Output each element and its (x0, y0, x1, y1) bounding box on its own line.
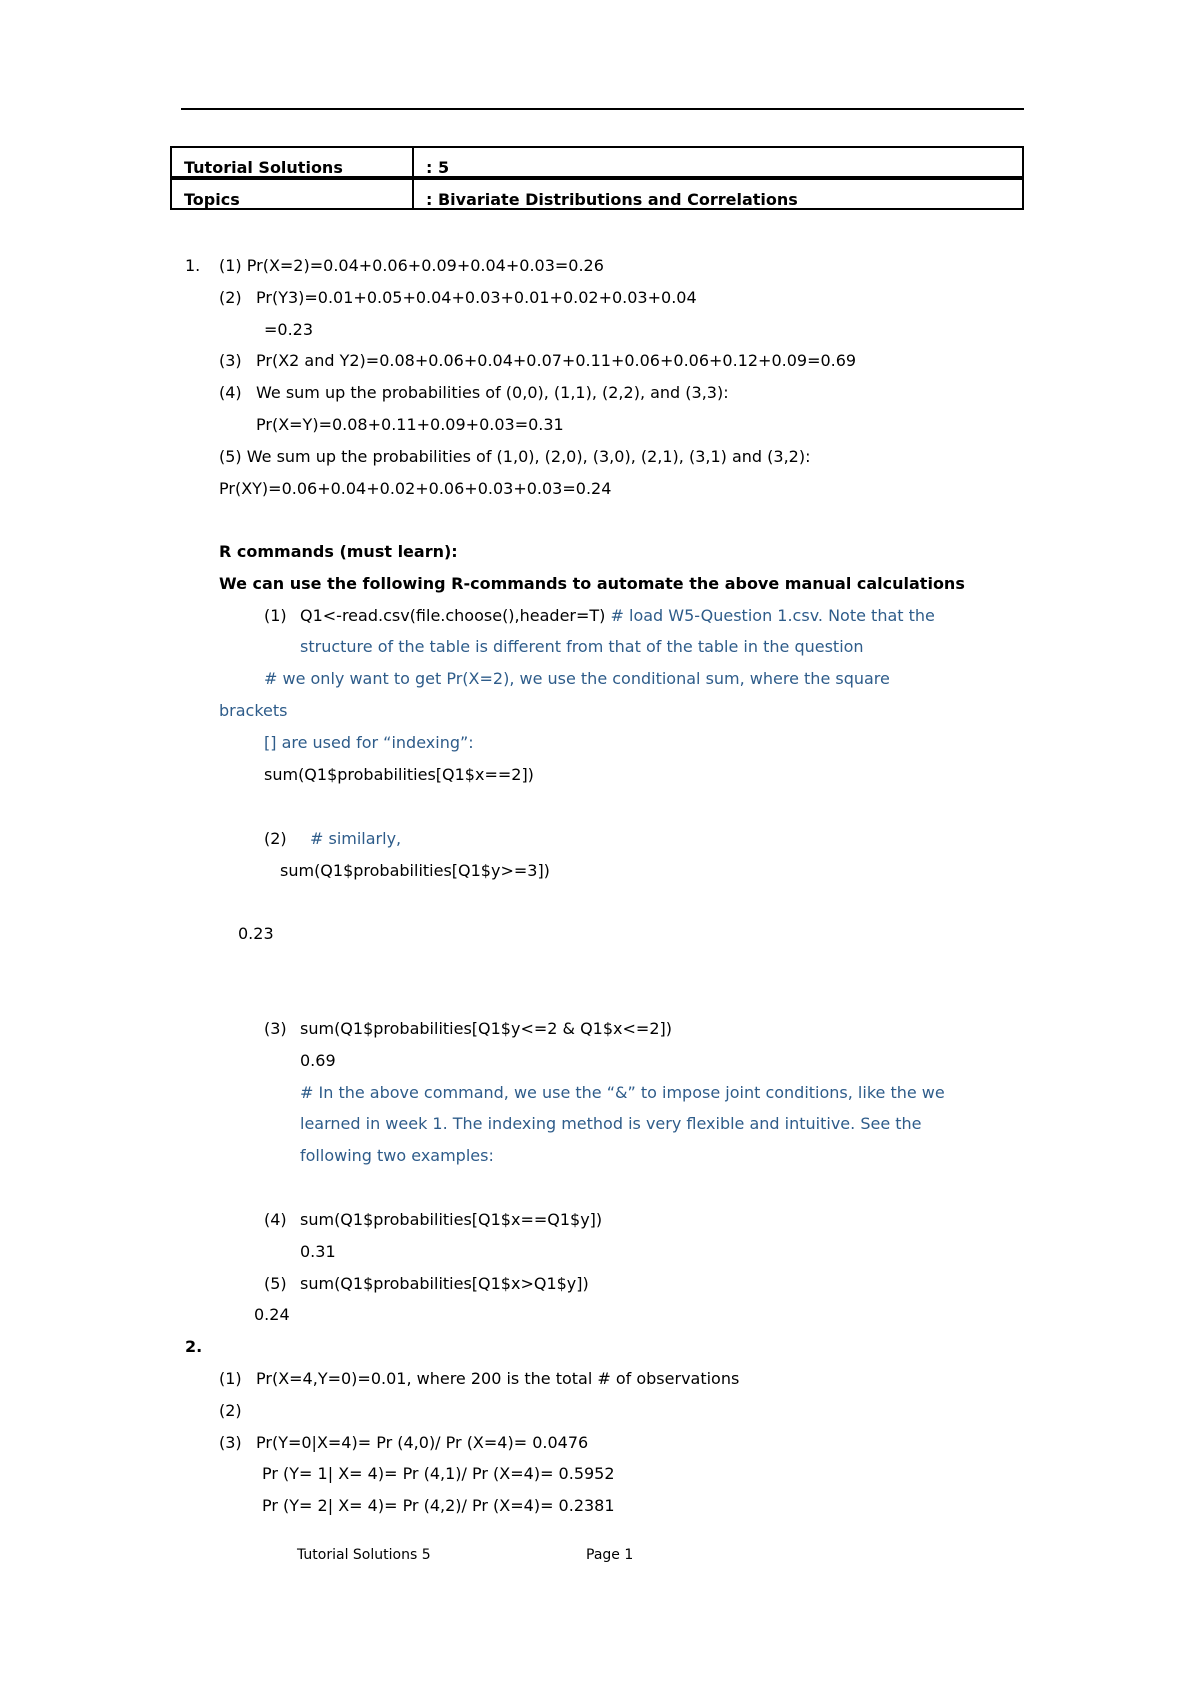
q1-answer-1: (1) Pr(X=2)=0.04+0.06+0.09+0.04+0.03=0.26 (219, 256, 604, 275)
q2-answer-3-line-2: Pr (Y= 1| X= 4)= Pr (4,1)/ Pr (X=4)= 0.5952 (262, 1464, 615, 1483)
r-cmd-3-comment-2: learned in week 1. The indexing method is very flexible and intuitive. See the (300, 1114, 922, 1133)
r-cmd-4-result: 0.31 (300, 1242, 336, 1261)
q2-answer-3-num: (3) (219, 1433, 242, 1452)
header-label-tutorial: Tutorial Solutions (184, 158, 343, 177)
r-cmd-5-num: (5) (264, 1274, 287, 1293)
r-cmd-1-line (300, 606, 1025, 626)
q1-answer-2-result: =0.23 (264, 320, 314, 339)
r-cmd-1-comment: # load W5-Question 1.csv. Note that the (605, 606, 935, 625)
r-cmd-5-result: 0.24 (254, 1305, 290, 1324)
top-rule (181, 108, 1024, 110)
q2-answer-3-line-3: Pr (Y= 2| X= 4)= Pr (4,2)/ Pr (X=4)= 0.2381 (262, 1496, 615, 1515)
q1-answer-4: We sum up the probabilities of (0,0), (1,1), (2,2), and (3,3): (256, 383, 729, 402)
r-cmd-1-sum: sum(Q1$probabilities[Q1$x==2]) (264, 765, 534, 784)
r-cmd-1-code: Q1<-read.csv(file.choose(),header=T) (300, 606, 606, 625)
q1-answer-3: Pr(X2 and Y2)=0.08+0.06+0.04+0.07+0.11+0.06+0.06+0.12+0.09=0.69 (256, 351, 857, 370)
q2-answer-1-num: (1) (219, 1369, 242, 1388)
r-commands-title: R commands (must learn): (219, 542, 458, 561)
r-commands-subtitle: We can use the following R-commands to automate the above manual calculations (219, 574, 965, 593)
footer-page-number: Page 1 (586, 1547, 634, 1563)
r-cmd-3-result: 0.69 (300, 1051, 336, 1070)
header-value-topics: : Bivariate Distributions and Correlations (426, 190, 798, 209)
r-cmd-5-sum: sum(Q1$probabilities[Q1$x>Q1$y]) (300, 1274, 589, 1293)
header-label-topics: Topics (184, 190, 240, 209)
q1-answer-4-formula: Pr(X=Y)=0.08+0.11+0.09+0.03=0.31 (256, 415, 564, 434)
q1-answer-5-formula: Pr(XY)=0.06+0.04+0.02+0.06+0.03+0.03=0.24 (219, 479, 612, 498)
q1-answer-2: Pr(Y3)=0.01+0.05+0.04+0.03+0.01+0.02+0.03+0.04 (256, 288, 697, 307)
q1-answer-5: (5) We sum up the probabilities of (1,0), (2,0), (3,0), (2,1), (3,1) and (3,2): (219, 447, 811, 466)
header-value-number: : 5 (426, 158, 450, 177)
r-cmd-1-num: (1) (264, 606, 287, 625)
q2-answer-2-num: (2) (219, 1401, 242, 1420)
r-cmd-1-comment-2: structure of the table is different from that of the table in the question (300, 637, 864, 656)
r-cmd-2-result: 0.23 (238, 924, 274, 943)
r-cmd-2-num: (2) (264, 829, 287, 848)
r-cmd-3-sum: sum(Q1$probabilities[Q1$y<=2 & Q1$x<=2]) (300, 1019, 672, 1038)
question-1-number: 1. (185, 256, 201, 275)
r-cmd-2-comment: # similarly, (310, 829, 402, 848)
q1-answer-4-num: (4) (219, 383, 242, 402)
r-cmd-4-sum: sum(Q1$probabilities[Q1$x==Q1$y]) (300, 1210, 603, 1229)
header-value-cell-1 (412, 146, 1024, 178)
question-2-number: 2. (185, 1337, 203, 1356)
q2-answer-3: Pr(Y=0|X=4)= Pr (4,0)/ Pr (X=4)= 0.0476 (256, 1433, 589, 1452)
q1-answer-3-num: (3) (219, 351, 242, 370)
r-cmd-2-sum: sum(Q1$probabilities[Q1$y>=3]) (280, 861, 550, 880)
r-cmd-1-comment-4: brackets (219, 701, 288, 720)
q1-answer-2-num: (2) (219, 288, 242, 307)
q2-answer-1: Pr(X=4,Y=0)=0.01, where 200 is the total # of observations (256, 1369, 740, 1388)
r-cmd-3-num: (3) (264, 1019, 287, 1038)
r-cmd-1-comment-5: [] are used for “indexing”: (264, 733, 474, 752)
r-cmd-3-comment-1: # In the above command, we use the “&” to impose joint conditions, like the we (300, 1083, 945, 1102)
r-cmd-4-num: (4) (264, 1210, 287, 1229)
r-cmd-1-comment-3: # we only want to get Pr(X=2), we use the conditional sum, where the square (264, 669, 890, 688)
r-cmd-3-comment-3: following two examples: (300, 1146, 494, 1165)
footer-title: Tutorial Solutions 5 (297, 1547, 431, 1563)
